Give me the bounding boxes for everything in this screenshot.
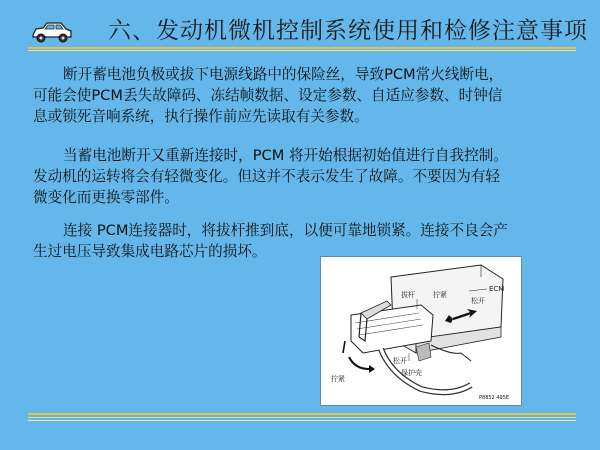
car-icon bbox=[30, 20, 74, 44]
paragraph-line: 连接 PCM连接器时，将拔杆推到底，以便可靠地锁紧。连接不良会产 bbox=[63, 222, 508, 239]
header-rule-thin bbox=[28, 50, 576, 51]
paragraph-line: 微变化而更换零部件。 bbox=[33, 189, 179, 206]
footer-rule-thin bbox=[28, 417, 576, 418]
paragraph-line: 当蓄电池断开又重新连接时，PCM 将开始根据初始值进行自我控制。 bbox=[63, 147, 508, 164]
paragraph-battery-disconnect bbox=[33, 64, 573, 127]
header-rule bbox=[28, 47, 576, 49]
ecm-diagram-drawing bbox=[321, 257, 521, 405]
label-tighten-left: 拧紧 bbox=[331, 375, 345, 383]
figure-code: P8852 495E bbox=[479, 395, 510, 401]
ecm-connector-diagram bbox=[320, 256, 522, 406]
label-tighten-top: 拧紧 bbox=[433, 291, 447, 299]
label-ecm: ECM bbox=[489, 285, 505, 293]
label-loosen-top: 松开 bbox=[471, 297, 485, 305]
paragraph-reconnect bbox=[33, 145, 573, 208]
label-guard: 保护壳 bbox=[401, 369, 422, 377]
paragraph-line: 断开蓄电池负极或拔下电源线路中的保险丝，导致PCM常火线断电， bbox=[63, 66, 504, 83]
paragraph-line: 生过电压导致集成电路芯片的损坏。 bbox=[33, 243, 267, 260]
label-lever: 拔杆 bbox=[401, 291, 415, 299]
paragraph-line: 息或锁死音响系统，执行操作前应先读取有关参数。 bbox=[33, 108, 369, 125]
footer-rule-thinner bbox=[28, 420, 576, 421]
paragraph-line: 发动机的运转将会有轻微变化。但这并不表示发生了故障。不要因为有轻 bbox=[33, 168, 501, 185]
slide-title: 六、发动机微机控制系统使用和检修注意事项 bbox=[108, 18, 588, 44]
label-loosen-mid: 松开 bbox=[393, 357, 407, 365]
paragraph-line: 可能会使PCM丢失故障码、冻结帧数据、设定参数、自适应参数、时钟信 bbox=[33, 87, 503, 104]
footer-rule bbox=[28, 413, 576, 415]
